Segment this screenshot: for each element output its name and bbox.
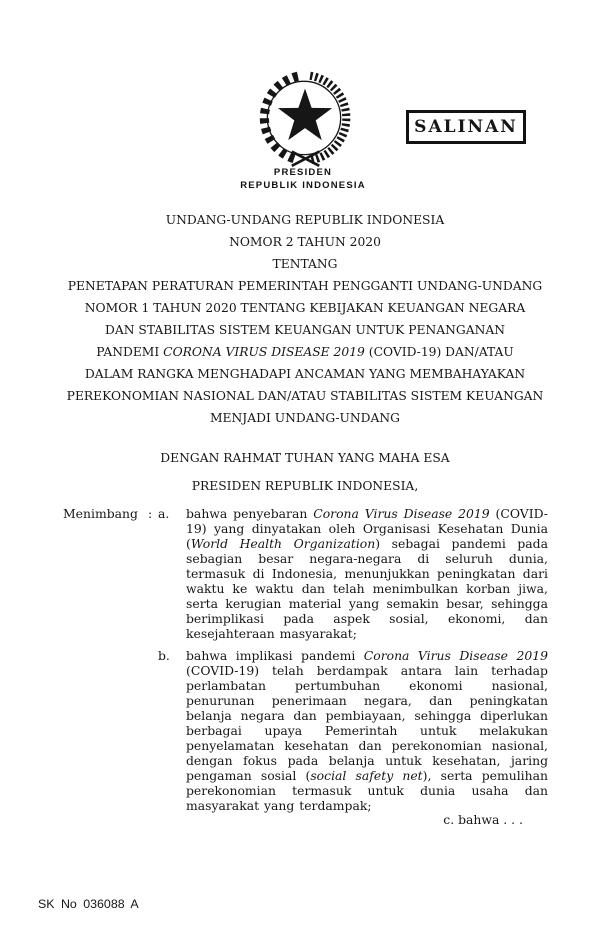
title-line: PANDEMI CORONA VIRUS DISEASE 2019 (COVID-19) DAN/ATAU xyxy=(96,345,514,359)
salinan-stamp xyxy=(406,110,526,144)
letterhead-line2: REPUBLIK INDONESIA xyxy=(240,179,366,191)
title-line: NOMOR 1 TAHUN 2020 TENTANG KEBIJAKAN KEUANGAN NEGARA xyxy=(84,301,526,315)
item-text: bahwa implikasi pandemi Corona Virus Disease 2019 (COVID-19) telah berdampak antara lain terhadap perlambatan pertumbuhan ekonomi nasional, penurunan penerimaan negara, dan peningkatan belanja negara dan pembiayaan, sehingga diperlukan berbagai upaya Pemerintah untuk melakukan penyelamatan kesehatan dan perekonomian nasional, dengan fokus pada belanja untuk kesehatan, jaring pengaman sosial (social safety net), serta pemulihan perekonomian termasuk untuk dunia usaha dan masyarakat yang terdampak; xyxy=(186,648,548,813)
continuation-catchword: c. bahwa . . . xyxy=(443,812,523,827)
title-line: DAN STABILITAS SISTEM KEUANGAN UNTUK PENANGANAN xyxy=(105,323,505,337)
issuer-line: PRESIDEN REPUBLIK INDONESIA, xyxy=(191,479,419,493)
title-line: TENTANG xyxy=(272,257,338,271)
item-text: bahwa penyebaran Corona Virus Disease 2019 (COVID-19) yang dinyatakan oleh Organisasi Kesehatan Dunia (World Health Organization) sebagai pandemi pada sebagian besar negara-negara di seluruh dunia, termasuk di Indonesia, menunjukkan peningkatan dari waktu ke waktu dan telah menimbulkan korban jiwa, serta kerugian material yang semakin besar, sehingga berimplikasi pada aspek sosial, ekonomi, dan kesejahteraan masyarakat; xyxy=(186,506,548,641)
considering-label: Menimbang xyxy=(63,506,138,521)
considering-block xyxy=(63,506,548,813)
item-marker: a. xyxy=(158,506,170,521)
title-line: DALAM RANGKA MENGHADAPI ANCAMAN YANG MEMBAHAYAKAN xyxy=(84,367,526,381)
title-line: PEREKONOMIAN NASIONAL DAN/ATAU STABILITAS SISTEM KEUANGAN xyxy=(66,389,544,403)
considering-item-a xyxy=(158,506,548,641)
considering-item-b xyxy=(158,648,548,813)
invocation-line: DENGAN RAHMAT TUHAN YANG MAHA ESA xyxy=(160,451,450,465)
title-line: NOMOR 2 TAHUN 2020 xyxy=(229,235,381,249)
item-marker: b. xyxy=(158,648,170,663)
presidential-star-wreath-emblem xyxy=(248,70,360,167)
title-line: MENJADI UNDANG-UNDANG xyxy=(209,411,401,425)
title-line: UNDANG-UNDANG REPUBLIK INDONESIA xyxy=(165,213,445,227)
document-title xyxy=(28,209,582,429)
document-code: SK No 036088 A xyxy=(38,897,139,911)
salinan-label: SALINAN xyxy=(414,117,518,137)
title-line: PENETAPAN PERATURAN PEMERINTAH PENGGANTI UNDANG-UNDANG xyxy=(67,279,543,293)
letterhead-line1: PRESIDEN xyxy=(273,167,333,178)
considering-colon: : xyxy=(148,506,153,521)
considering-items xyxy=(158,506,548,813)
letterhead xyxy=(193,167,413,192)
